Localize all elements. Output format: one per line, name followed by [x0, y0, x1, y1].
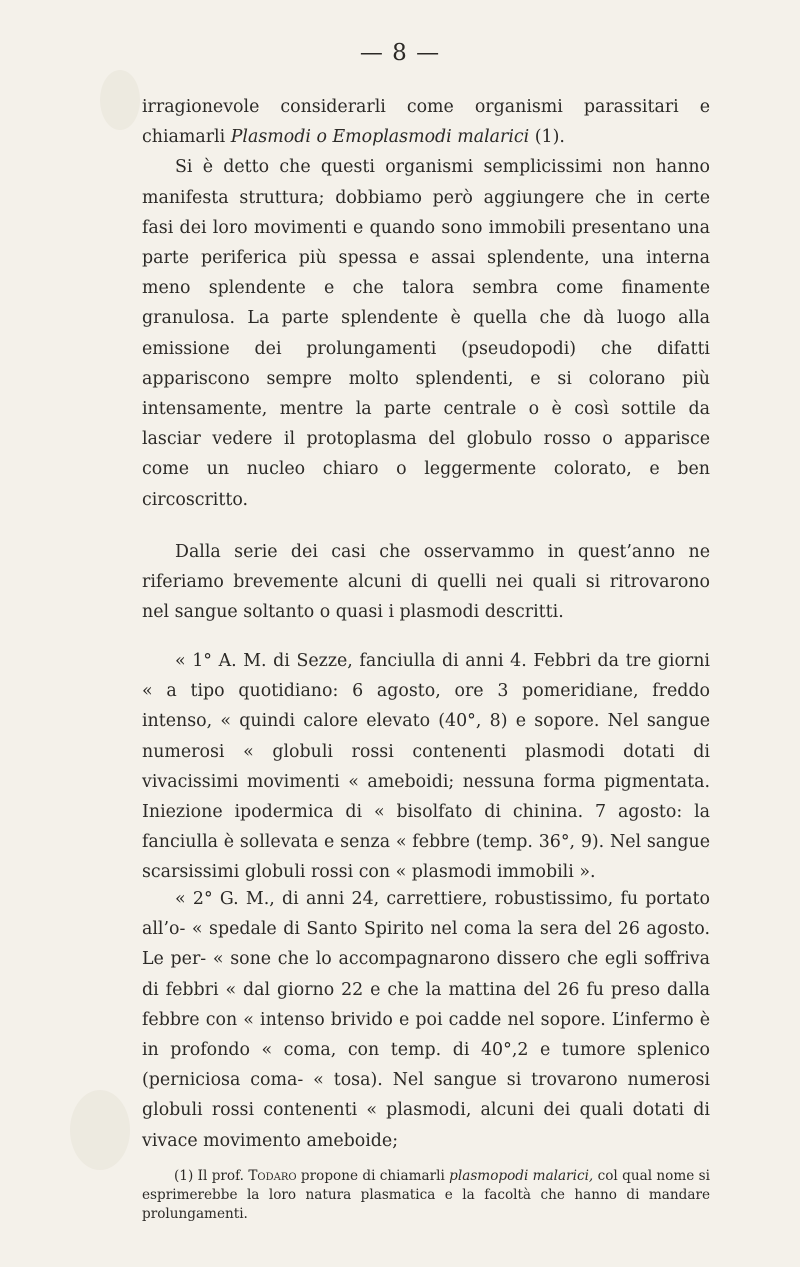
- paragraph-cases-intro: Dalla serie dei casi che osservammo in quest’anno ne riferiamo brevemente alcuni di quelli nei quali si ritrovarono nel sangue soltanto o quasi i plasmodi descritti.: [142, 541, 710, 623]
- italic-term: plasmopodi malarici,: [449, 1168, 594, 1184]
- italic-term: Plasmodi o Emoplasmodi malarici: [230, 127, 530, 148]
- paragraph-structure: Si è detto che questi organismi semplicissimi non hanno manifesta struttura; dobbiamo però aggiungere che in certe fasi dei loro movimenti e quando sono immobili presentano una parte periferica più spessa e assai splendente, una interna meno splendente e che talora sembra come finamente granulosa. La parte splendente è quella che dà luogo alla emissione dei prolungamenti (pseudopodi) che difatti appariscono sempre molto splendenti, e si colorano più intensamente, mentre la parte centrale o è così sottile da lasciar vedere il protoplasma del globulo rosso o apparisce come un nucleo chiaro o leggermente colorato, e ben circoscritto.: [142, 157, 710, 510]
- case-1: « 1° A. M. di Sezze, fanciulla di anni 4. Febbri da tre giorni « a tipo quotidiano: 6 agosto, ore 3 pomeridiane, freddo intenso, « quindi calore elevato (40°, 8) e sopore. Nel sangue numerosi « globuli rossi contenenti plasmodi dotati di vivacissimi movimenti « ameboidi; nessuna forma pigmentata. Iniezione ipodermica di « bisolfato di chinina. 7 agosto: la fanciulla è sollevata e senza « febbre (temp. 36°, 9). Nel sangue scarsissimi globuli rossi con « plasmodi immobili ».: [142, 651, 710, 883]
- text-block-intro: [142, 92, 710, 627]
- paper-stain: [100, 70, 140, 130]
- paragraph-continuation: irragionevole considerarli come organismi parassitari e chiamarli Plasmodi o Emoplasmodi malarici (1).: [142, 97, 710, 148]
- paper-stain: [70, 1090, 130, 1170]
- case-2: « 2° G. M., di anni 24, carrettiere, robustissimo, fu portato all’o- « spedale di Santo Spirito nel coma la sera del 26 agosto. Le per- « sone che lo accompagnarono dissero che egli soffriva di febbri « dal giorno 22 e che la mattina del 26 fu preso dalla febbre con « intenso brivido e poi cadde nel sopore. L’infermo è in profondo « coma, con temp. di 40°,2 e tumore splenico (perniciosa coma- « tosa). Nel sangue si trovarono numerosi globuli rossi contenenti « plasmodi, alcuni dei quali dotati di vivace movimento ameboide;: [142, 889, 710, 1151]
- author-name: Todaro: [248, 1168, 297, 1184]
- page-number: — 8 —: [359, 40, 441, 66]
- footnote: (1) Il prof. Todaro propone di chiamarli plasmopodi malarici, col qual nome si esprimerebbe la loro natura plasmatica e la facoltà che hanno di mandare prolungamenti.: [142, 1168, 710, 1222]
